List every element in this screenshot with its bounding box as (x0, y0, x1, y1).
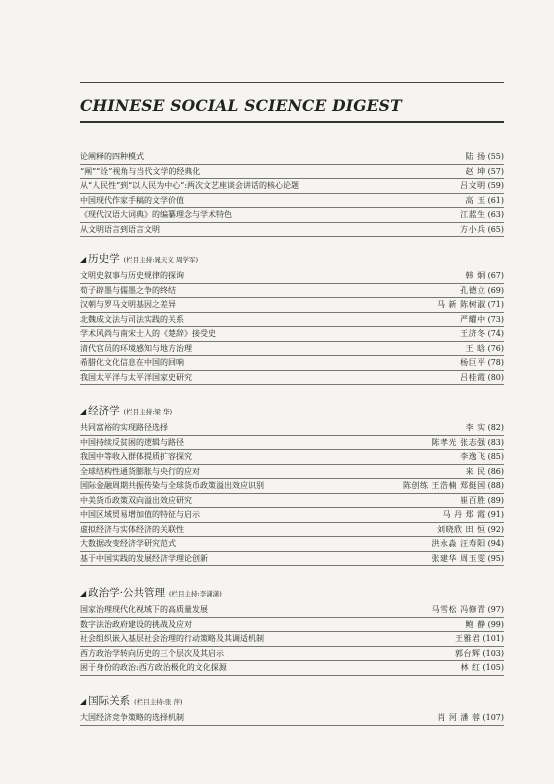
toc-entry[interactable] (80, 647, 504, 662)
entry-author: 赵 坤 (465, 166, 486, 176)
entry-title: 中国持续反贫困的逻辑与路径 (80, 437, 184, 447)
toc-entry[interactable] (80, 194, 504, 209)
section-title: 历史学 (88, 253, 120, 265)
entry-meta (460, 313, 504, 326)
entry-author: 崔百胜 (460, 495, 486, 505)
toc-entry[interactable] (80, 421, 504, 436)
entry-page: (78) (487, 358, 504, 367)
entry-title: 希腊化文化信息在中国的回响 (80, 358, 184, 367)
entry-meta (466, 165, 504, 178)
toc-entry[interactable] (80, 150, 504, 165)
entry-author: 韩 炯 (465, 271, 486, 280)
section-heading (80, 694, 504, 708)
entry-title: 学术风尚与南宋士人的《楚辞》接受史 (80, 329, 216, 338)
entry-author: 王 晗 (465, 343, 486, 353)
entry-page: (83) (487, 437, 504, 447)
entry-author: 方小兵 (460, 224, 486, 234)
triangle-marker-icon: ◢ (80, 589, 87, 598)
entry-title: 《现代汉语大词典》的编纂理念与学术特色 (80, 210, 232, 219)
toc-entry[interactable] (80, 284, 504, 299)
entry-meta (460, 179, 504, 192)
entry-title: 文明史叙事与历史规律的探询 (80, 271, 184, 280)
entry-title: 国际金融周期共振传染与全球货币政策溢出效应识别 (80, 481, 264, 490)
section-host: (栏目主持:张 萍) (134, 698, 183, 706)
entry-title: 国家治理现代化视域下的高质量发展 (80, 605, 208, 614)
entry-page: (67) (487, 271, 504, 280)
entry-author: 马 丹 郑 霞 (442, 510, 486, 519)
entry-meta (437, 298, 504, 311)
toc-entry[interactable] (80, 465, 504, 480)
entry-page: (89) (487, 495, 504, 505)
entry-author: 王济冬 (460, 329, 486, 338)
entry-author: 马 新 陈树淑 (436, 300, 486, 309)
entry-title: 中国区域贸易增加值的特征与启示 (80, 510, 200, 519)
entry-title: “阐”“诠”视角与当代文学的经典化 (80, 166, 201, 176)
entry-title: 中国现代作家手稿的文学价值 (80, 195, 184, 205)
entry-meta (432, 603, 504, 616)
entry-page: (91) (487, 510, 504, 519)
section-heading (80, 252, 504, 266)
entry-page: (59) (487, 181, 504, 190)
toc-entry[interactable] (80, 508, 504, 523)
toc-entry[interactable] (80, 269, 504, 284)
entry-page: (92) (487, 524, 504, 534)
triangle-marker-icon: ◢ (80, 697, 87, 706)
toc-section (80, 694, 504, 726)
entry-page: (71) (487, 300, 504, 309)
entry-meta (466, 465, 504, 478)
entry-page: (103) (482, 648, 504, 658)
entry-author: 洪永淼 汪寿阳 (431, 539, 486, 548)
toc-section (80, 586, 504, 676)
entry-title: 西方政治学转向历史的三个层次及其启示 (80, 648, 224, 658)
toc-entry[interactable] (80, 618, 504, 633)
entry-page: (57) (487, 166, 504, 176)
entry-page: (105) (482, 663, 504, 672)
toc-entry[interactable] (80, 603, 504, 618)
entry-title: 从文明语言到语言文明 (80, 224, 160, 234)
entry-author: 杨巨平 (460, 358, 486, 367)
entry-title: 基于中国实践的发展经济学理论创新 (80, 553, 208, 563)
entry-meta (466, 269, 504, 282)
entry-title: 清代官员的环境感知与地方治理 (80, 343, 192, 353)
entry-author: 吕桂霞 (460, 372, 486, 382)
entry-meta (460, 356, 504, 369)
entry-author: 王雅君 (454, 634, 481, 643)
entry-meta (403, 479, 504, 492)
entry-title: 虚拟经济与实体经济的关联性 (80, 524, 184, 534)
section-heading (80, 586, 504, 600)
entry-author: 马雪松 冯修青 (431, 605, 486, 614)
section-host: (栏目主持:梁 华) (123, 408, 172, 416)
entry-author: 陆 扬 (465, 152, 486, 161)
entry-page: (94) (487, 539, 504, 548)
masthead-rule (80, 121, 504, 123)
entry-title: 我国太平洋与太平洋国家史研究 (80, 372, 192, 382)
entry-meta (466, 618, 504, 631)
toc-section (80, 252, 504, 385)
entry-author: 孔德立 (460, 285, 486, 295)
masthead: CHINESE SOCIAL SCIENCE DIGEST (80, 96, 402, 115)
toc-entry[interactable] (80, 711, 504, 726)
entry-title: 全球结构性通货膨胀与央行的应对 (80, 466, 200, 476)
entry-title: 荀子辟墨与儒墨之争的终结 (80, 285, 176, 295)
top-rule (80, 82, 504, 83)
entry-page: (88) (487, 481, 504, 490)
entry-page: (80) (487, 372, 504, 382)
entry-author: 吕文明 (460, 181, 486, 190)
entry-title: 论阐释的四种模式 (80, 152, 144, 161)
toc-entry[interactable] (80, 313, 504, 328)
toc-entry[interactable] (80, 494, 504, 509)
entry-title: 共同富裕的实现路径选择 (80, 423, 168, 432)
toc-entry[interactable] (80, 298, 504, 313)
entry-page: (74) (487, 329, 504, 338)
entry-author: 陈创练 王浩楠 郑挺国 (402, 481, 486, 490)
toc-section (80, 404, 504, 566)
entry-page: (63) (487, 210, 504, 219)
entry-title: 社会组织嵌入基层社会治理的行动策略及其调适机制 (80, 634, 264, 643)
entry-author: 李 实 (465, 423, 486, 432)
toc-entry[interactable] (80, 523, 504, 538)
section-title: 国际关系 (88, 695, 131, 707)
toc-entry[interactable] (80, 479, 504, 494)
entry-page: (85) (487, 452, 504, 461)
entry-meta (460, 450, 504, 463)
entry-author: 陈孝光 张志强 (431, 437, 486, 447)
toc-entry[interactable] (80, 327, 504, 342)
entry-meta (437, 523, 504, 536)
entry-meta (460, 494, 504, 507)
entry-meta (432, 552, 504, 565)
entry-author: 张建华 周玉雯 (431, 553, 486, 563)
toc-entry[interactable] (80, 371, 504, 386)
entry-meta (460, 223, 504, 236)
entry-title: 中美货币政策双向溢出效应研究 (80, 495, 192, 505)
entry-meta (466, 342, 504, 355)
toc-entry[interactable] (80, 223, 504, 238)
entry-meta (460, 284, 504, 297)
entry-meta (432, 436, 504, 449)
entry-title: 大数据改变经济学研究范式 (80, 539, 176, 548)
entry-page: (101) (482, 634, 504, 643)
toc-entry[interactable] (80, 179, 504, 194)
triangle-marker-icon: ◢ (80, 255, 87, 264)
section-heading (80, 404, 504, 418)
entry-title: 北魏成文法与司法实践的关系 (80, 314, 184, 324)
entry-title: 大国经济竞争策略的选择机制 (80, 713, 184, 722)
entry-page: (95) (487, 553, 504, 563)
entry-meta (437, 711, 504, 724)
entry-meta (466, 150, 504, 163)
section-host: (栏目主持:晁天义 周学军) (123, 256, 198, 264)
entry-author: 郭台辉 (454, 648, 481, 658)
entry-meta (455, 647, 504, 660)
section-title: 政治学·公共管理 (88, 587, 165, 599)
entry-meta (460, 371, 504, 384)
entry-page: (82) (487, 423, 504, 432)
toc-entry[interactable] (80, 165, 504, 180)
entry-title: 数字法治政府建设的挑战及应对 (80, 619, 192, 629)
entry-author: 鲍 静 (465, 619, 486, 629)
entry-meta (460, 661, 504, 674)
entry-page: (61) (487, 195, 504, 205)
toc-entry[interactable] (80, 208, 504, 223)
entry-page: (86) (487, 466, 504, 476)
section-host: (栏目主持:李潇潇) (169, 590, 222, 598)
entry-meta (455, 632, 504, 645)
entry-page: (76) (487, 343, 504, 353)
entry-author: 肖 河 潘 蓉 (437, 713, 481, 722)
entry-title: 从“人民性”到“以人民为中心”:两次文艺座谈会讲话的核心论题 (80, 181, 300, 190)
entry-meta (466, 194, 504, 207)
toc-section (80, 150, 504, 237)
entry-title: 我国中等收入群体提质扩容探究 (80, 452, 192, 461)
triangle-marker-icon: ◢ (80, 407, 87, 416)
entry-meta (432, 537, 504, 550)
toc-entry[interactable] (80, 342, 504, 357)
entry-meta (442, 508, 504, 521)
entry-meta (460, 327, 504, 340)
toc-entry[interactable] (80, 450, 504, 465)
toc-entry[interactable] (80, 632, 504, 647)
entry-author: 江蓝生 (460, 210, 486, 219)
toc-entry[interactable] (80, 661, 504, 676)
entry-author: 高 玉 (465, 195, 486, 205)
entry-page: (107) (482, 713, 504, 722)
entry-meta (460, 208, 504, 221)
toc-entry[interactable] (80, 356, 504, 371)
entry-page: (97) (487, 605, 504, 614)
entry-author: 李逸飞 (460, 452, 486, 461)
entry-meta (466, 421, 504, 434)
section-title: 经济学 (88, 405, 120, 417)
entry-page: (55) (487, 152, 504, 161)
toc-entry[interactable] (80, 537, 504, 552)
entry-author: 严耀中 (460, 314, 486, 324)
entry-author: 刘晓欣 田 恒 (436, 524, 486, 534)
entry-author: 林 红 (460, 663, 481, 672)
entry-page: (73) (487, 314, 504, 324)
entry-title: 汉朝与罗马文明基因之差异 (80, 300, 176, 309)
toc-entry[interactable] (80, 552, 504, 567)
entry-author: 来 民 (465, 466, 486, 476)
entry-page: (69) (487, 285, 504, 295)
entry-page: (99) (487, 619, 504, 629)
toc-entry[interactable] (80, 436, 504, 451)
entry-title: 困于身份的政治:西方政治极化的文化探源 (80, 663, 227, 672)
entry-page: (65) (487, 224, 504, 234)
